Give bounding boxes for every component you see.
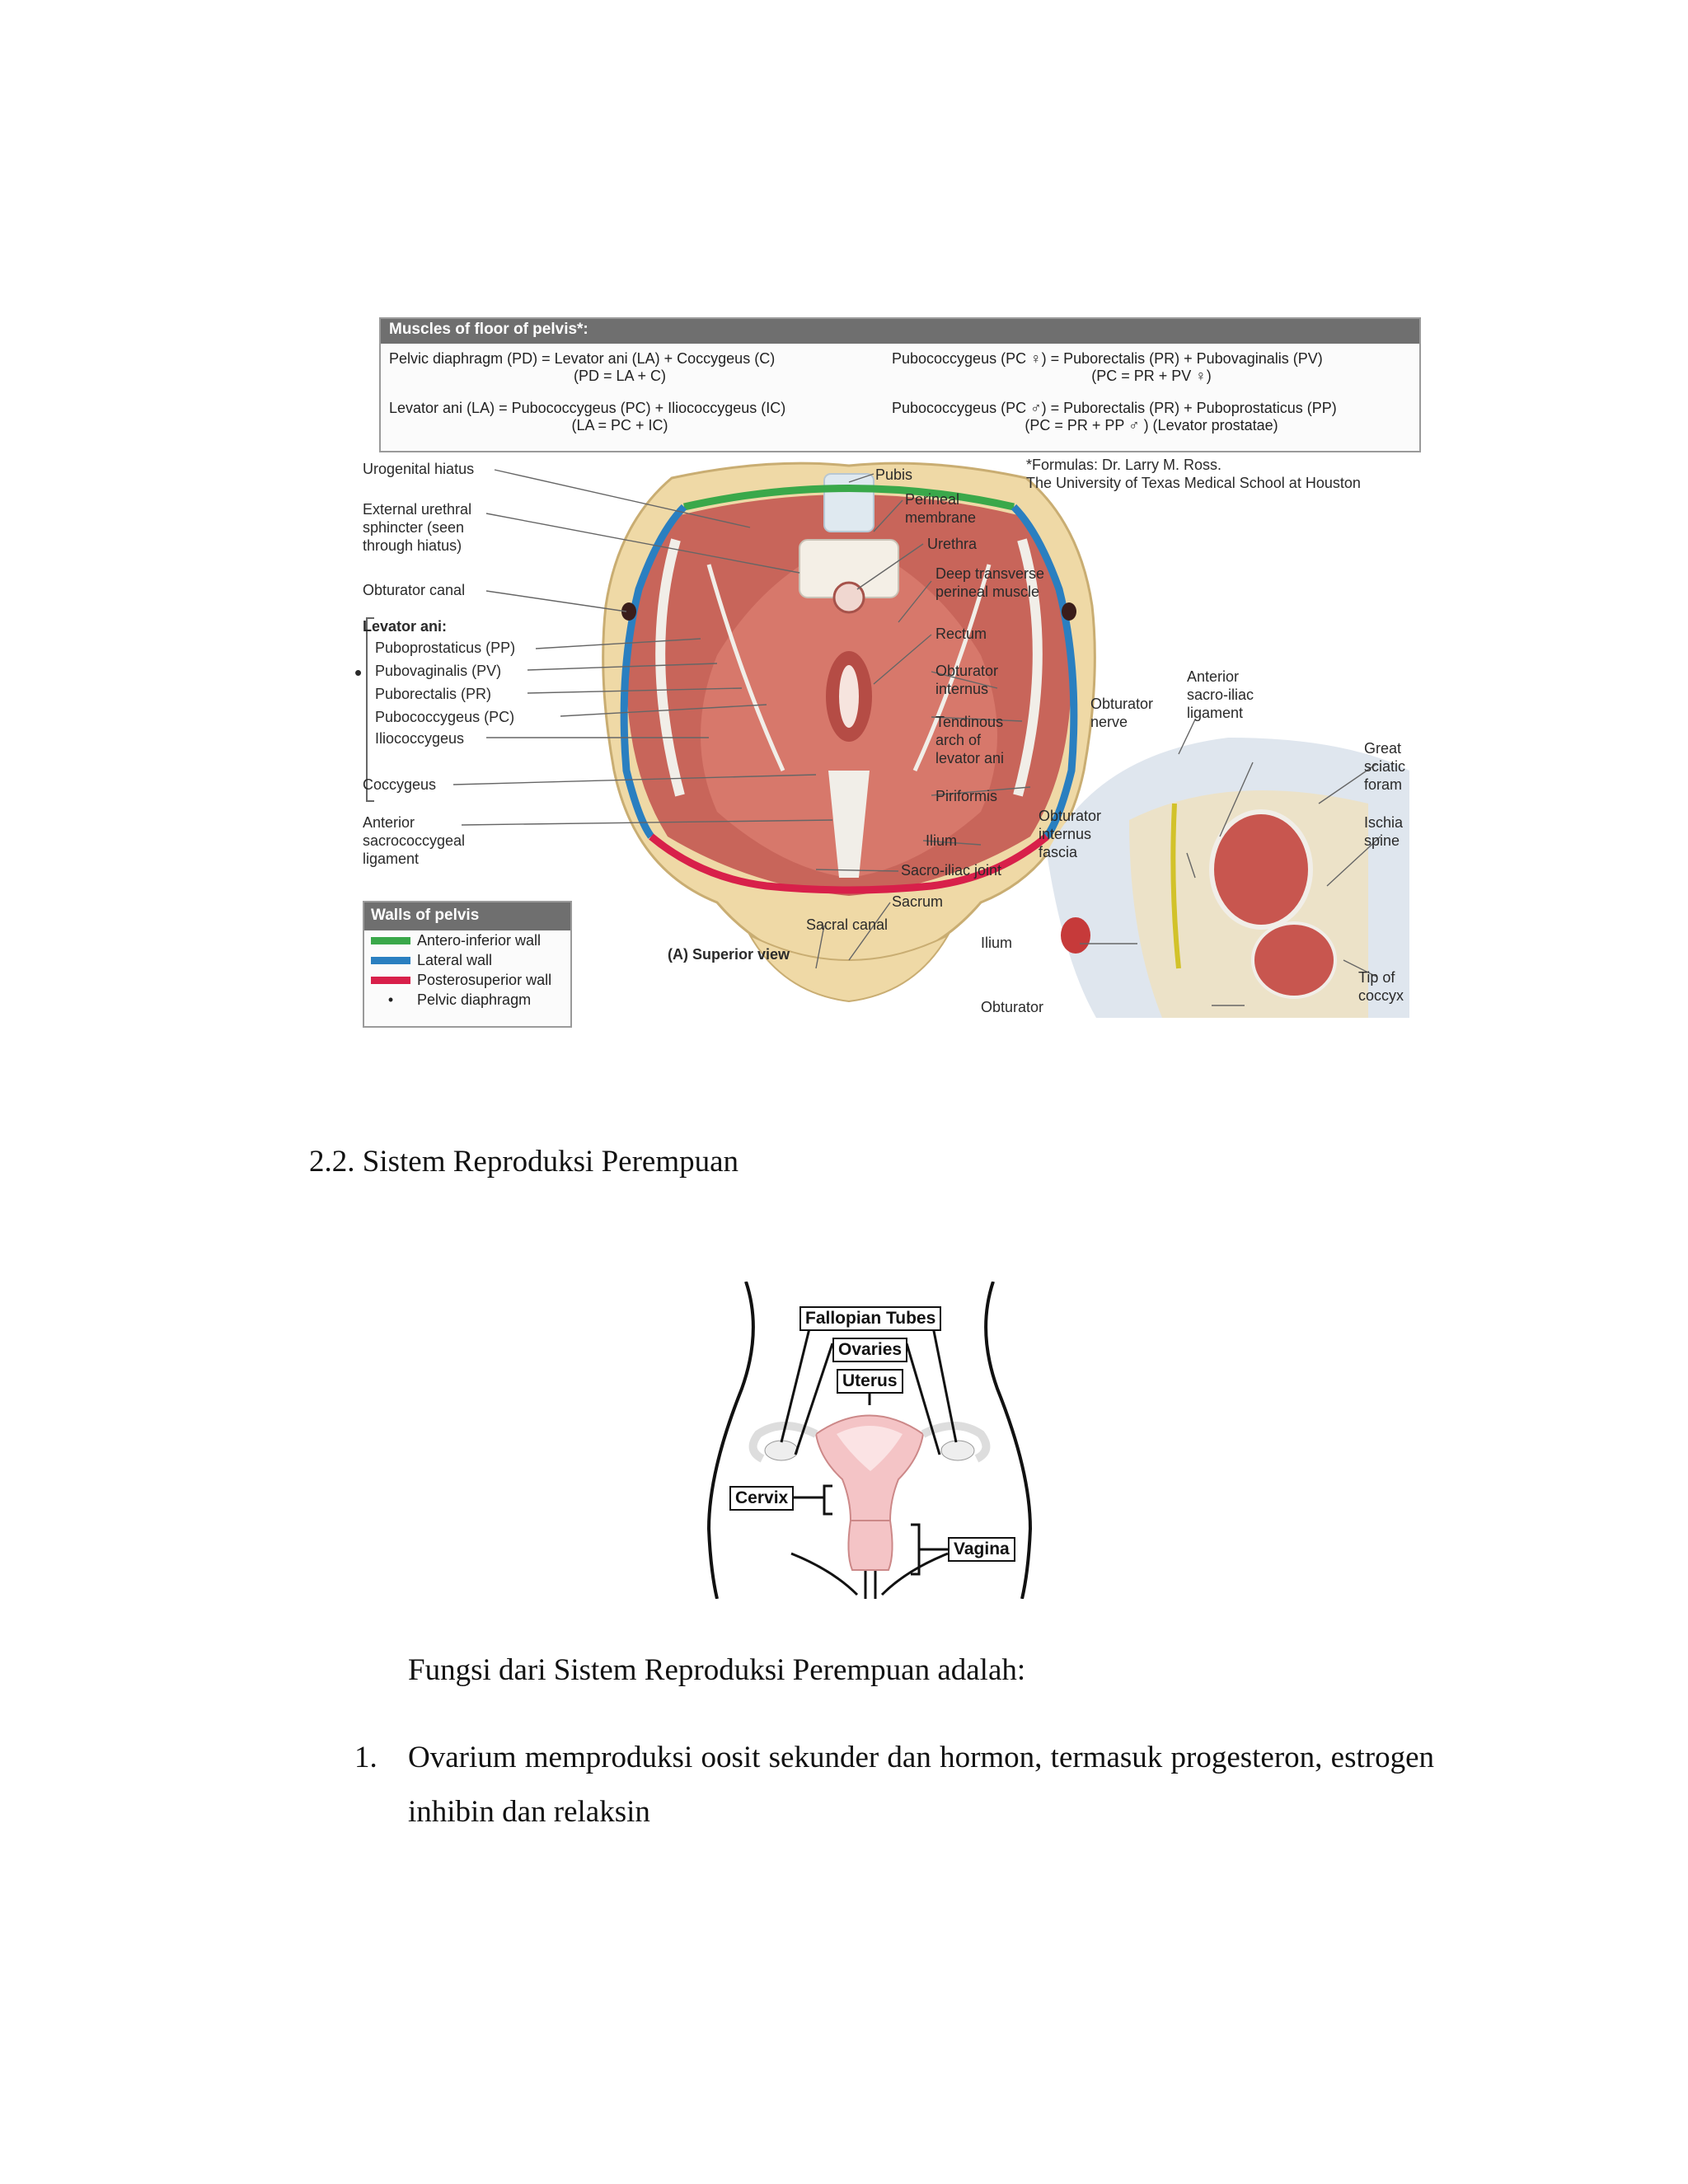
label-tendinous-arch: Tendinous arch of levator ani [935,714,1005,766]
red-swatch [371,977,410,984]
formula-levator-ani: Levator ani (LA) = Pubococcygeus (PC) + Iliococcygeus (IC) (LA = PC + IC) [389,400,786,434]
label-fallopian-tubes: Fallopian Tubes [799,1306,941,1331]
formula-pelvic-diaphragm: Pelvic diaphragm (PD) = Levator ani (LA) + Coccygeus (C) (PD = LA + C) [389,350,776,384]
label-pubis: Pubis [875,466,913,483]
label-perineal-membrane: Perineal membrane [905,491,977,526]
blue-swatch [371,957,410,964]
formula-box [379,317,1421,452]
label-greater-sciatic-foramen: Great sciatic foram [1364,740,1406,793]
label-anterior-sacrococcygeal-ligament: Anterior sacrococcygeal ligament [363,814,466,867]
label-pubovaginalis: Pubovaginalis (PV) [375,663,502,679]
female-reproductive-figure [692,1282,1047,1599]
formula-pubococcygeus-female: Pubococcygeus (PC ♀) = Puborectalis (PR) + Pubovaginalis (PV) (PC = PR + PV ♀) [892,350,1323,384]
walls-legend-item: • Pelvic diaphragm [387,991,532,1008]
label-bullet: • [354,660,363,685]
label-tip-of-coccyx: Tip of coccyx [1358,969,1404,1004]
label-superior-view: (A) Superior view [668,946,790,963]
intro-paragraph: Fungsi dari Sistem Reproduksi Perempuan adalah: [408,1653,1026,1687]
inset-illustration [1047,719,1409,1018]
label-pubococcygeus: Pubococcygeus (PC) [375,709,515,725]
pelvis-figure [354,309,1426,1026]
label-urethra: Urethra [927,536,978,552]
label-uterus: Uterus [837,1369,903,1394]
label-deep-transverse-perineal-muscle: Deep transverse perineal muscle [935,565,1045,600]
levator-ani-bracket [366,617,374,802]
label-iliococcygeus: Iliococcygeus [375,730,465,747]
walls-legend-item: Antero-inferior wall [364,930,570,950]
label-ischial-spine: Ischia spine [1364,814,1404,849]
label-sacro-iliac-joint: Sacro-iliac joint [901,862,1002,879]
formula-credit: *Formulas: Dr. Larry M. Ross. The University of Texas Medical School at Houston [1026,457,1361,491]
formula-box-title: Muscles of floor of pelvis*: [381,319,1419,344]
label-piriformis: Piriformis [935,788,997,804]
label-external-urethral-sphincter: External urethral sphincter (seen through hiatus) [363,501,472,554]
label-coccygeus: Coccygeus [363,776,437,793]
label-sacrum: Sacrum [892,893,944,910]
list-item-number: 1. [354,1741,377,1774]
function-list [354,1731,1434,1840]
walls-legend-item: Lateral wall [364,950,570,970]
formula-pubococcygeus-male: Pubococcygeus (PC ♂) = Puborectalis (PR) + Puboprostaticus (PP) (PC = PR + PP ♂ ) (Levator prostatae) [892,400,1337,434]
label-puboprostaticus: Puboprostaticus (PP) [375,640,516,656]
label-inset-obturator: Obturator [981,999,1044,1015]
list-item-text: Ovarium memproduksi oosit sekunder dan hormon, termasuk progesteron, estrogen inhibin dan relaksin [408,1741,1434,1829]
label-ilium: Ilium [926,832,958,849]
list-item [354,1731,1434,1840]
green-swatch [371,937,410,944]
label-sacral-canal: Sacral canal [806,916,889,933]
label-obturator-internus-fascia: Obturator internus fascia [1039,808,1102,860]
label-inset-ilium: Ilium [981,935,1013,951]
label-obturator-canal: Obturator canal [363,582,466,598]
label-urogenital-hiatus: Urogenital hiatus [363,461,475,477]
label-cervix: Cervix [729,1486,794,1511]
section-heading: 2.2. Sistem Reproduksi Perempuan [309,1145,739,1179]
label-obturator-internus: Obturator internus [935,663,999,697]
label-puborectalis: Puborectalis (PR) [375,686,492,702]
walls-legend [363,901,572,1028]
label-ovaries: Ovaries [832,1338,907,1362]
label-obturator-nerve: Obturator nerve [1090,696,1154,730]
label-rectum: Rectum [935,626,987,642]
label-vagina: Vagina [948,1537,1015,1562]
label-levator-ani: Levator ani: [363,618,448,635]
label-anterior-sacro-iliac-ligament: Anterior sacro-iliac ligament [1187,668,1254,721]
walls-legend-title: Walls of pelvis [364,902,570,930]
walls-legend-item: Posterosuperior wall [364,970,570,990]
